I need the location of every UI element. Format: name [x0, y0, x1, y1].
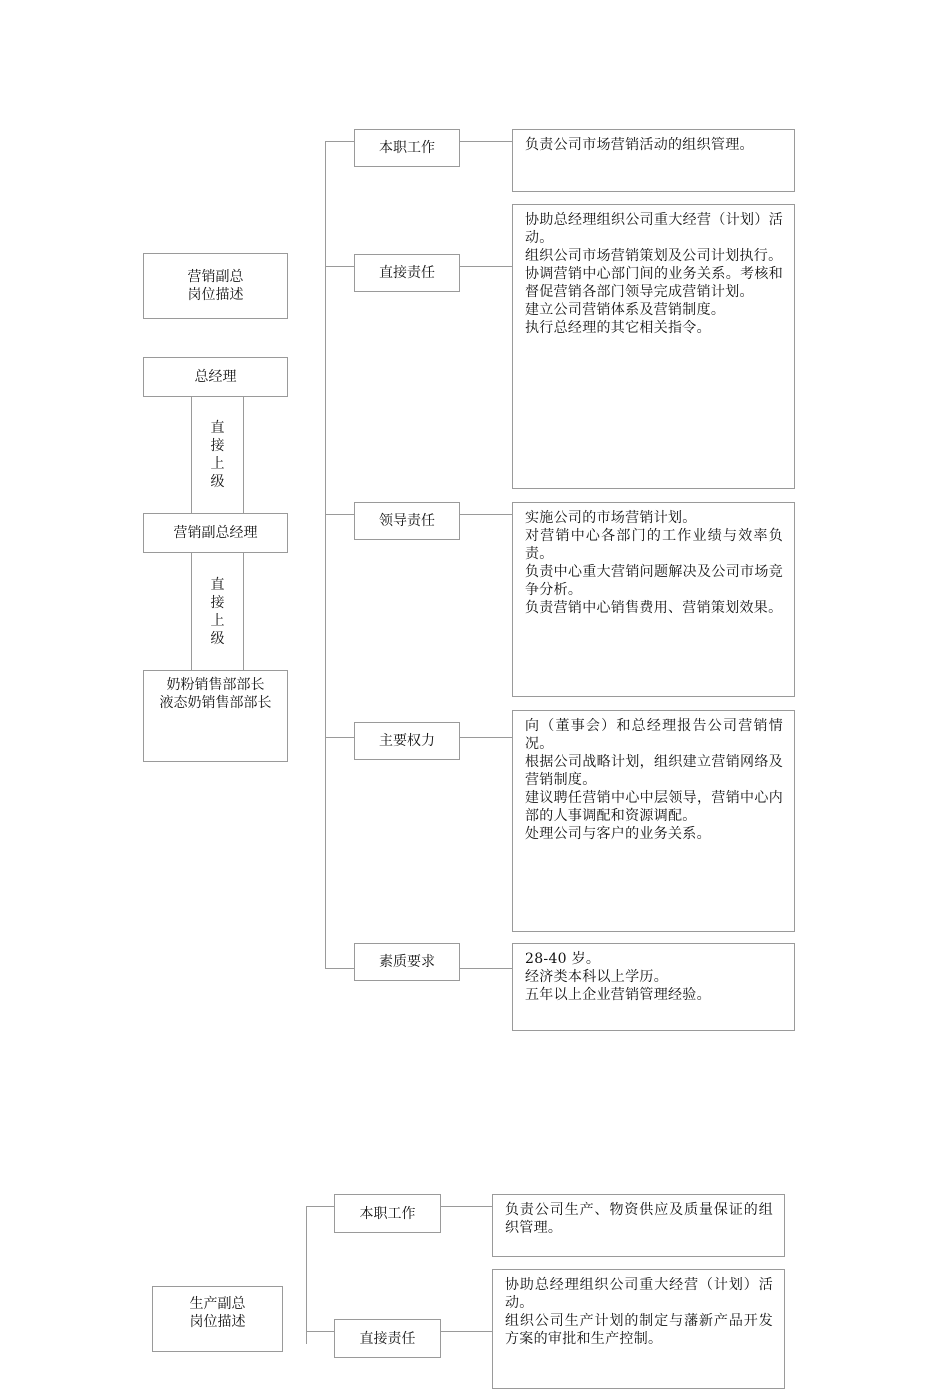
bracket-tick-5: [325, 968, 355, 969]
link-char: 直: [210, 576, 225, 593]
category-connector-2: [440, 1331, 493, 1332]
category-box-qualifications: [354, 943, 460, 981]
description-item: 处理公司与客户的业务关系。: [525, 826, 711, 842]
description-item: 建立公司营销体系及营销制度。: [525, 302, 726, 318]
chain-bottom-line-1: 奶粉销售部部长: [166, 677, 265, 693]
category-box-primary-duty: [334, 1194, 441, 1233]
job-description-title-box: [143, 253, 288, 319]
chain-bottom-line-2: 液态奶销售部部长: [159, 695, 272, 711]
category-box-leadership-responsibility: [354, 502, 460, 540]
category-label: 领导责任: [379, 513, 435, 529]
reporting-link-2: [191, 552, 244, 671]
link-char: 级: [210, 474, 225, 490]
bracket-vertical-line: [306, 1206, 307, 1344]
category-box-primary-duty: [354, 129, 460, 167]
description-item: 实施公司的市场营销计划。: [525, 510, 697, 526]
category-label: 直接责任: [359, 1330, 416, 1347]
description-item: 经济类本科以上学历。: [525, 969, 668, 985]
chain-top-label: 总经理: [194, 369, 237, 385]
link-char: 上: [210, 612, 225, 629]
title-line-2: 岗位描述: [187, 287, 244, 303]
category-connector-4: [459, 737, 513, 738]
description-item: 负责公司市场营销活动的组织管理。: [525, 137, 754, 153]
description-item: 向（董事会）和总经理报告公司营销情况。: [525, 718, 783, 752]
description-item: 负责中心重大营销问题解决及公司市场竞争分析。: [525, 564, 783, 598]
description-box-main-authority: [512, 710, 795, 932]
category-connector-3: [459, 514, 513, 515]
description-item: 协助总经理组织公司重大经营（计划）活动。: [505, 1277, 773, 1311]
category-box-direct-responsibility: [334, 1319, 441, 1358]
reporting-link-1: [191, 396, 244, 514]
chain-middle-box: [143, 513, 288, 553]
category-label: 本职工作: [359, 1205, 416, 1222]
description-item: 负责公司生产、物资供应及质量保证的组织管理。: [505, 1202, 773, 1236]
link-char: 级: [210, 630, 225, 647]
description-item: 28-40 岁。: [525, 951, 601, 967]
job-description-title-box: [152, 1286, 283, 1352]
bracket-tick-3: [325, 514, 355, 515]
chain-bottom-box: [143, 670, 288, 762]
description-item: 建议聘任营销中心中层领导，营销中心内部的人事调配和资源调配。: [525, 790, 783, 824]
title-line-1: 营销副总: [187, 269, 244, 285]
category-connector-5: [459, 968, 513, 969]
category-connector-1: [440, 1206, 493, 1207]
description-box-qualifications: [512, 943, 795, 1031]
description-item: 协助总经理组织公司重大经营（计划）活动。: [525, 212, 783, 246]
description-item: 执行总经理的其它相关指令。: [525, 320, 711, 336]
description-item: 五年以上企业营销管理经验。: [525, 987, 711, 1003]
link-char: 接: [210, 594, 225, 611]
title-line-1: 生产副总: [189, 1296, 246, 1312]
category-label: 直接责任: [379, 265, 435, 281]
description-item: 负责营销中心销售费用、营销策划效果。: [525, 600, 783, 616]
description-box-primary-duty: [512, 129, 795, 192]
description-box-leadership-responsibility: [512, 502, 795, 697]
link-char: 接: [210, 438, 225, 454]
bracket-tick-2: [306, 1331, 335, 1332]
bracket-tick-4: [325, 737, 355, 738]
description-item: 根据公司战略计划，组织建立营销网络及营销制度。: [525, 754, 783, 788]
description-box-primary-duty: [492, 1194, 785, 1257]
description-item: 组织公司生产计划的制定与藩新产品开发方案的审批和生产控制。: [505, 1313, 773, 1347]
description-item: 组织公司市场营销策划及公司计划执行。: [525, 248, 783, 264]
description-box-direct-responsibility: [512, 204, 795, 489]
category-connector-2: [459, 266, 513, 267]
bracket-tick-2: [325, 266, 355, 267]
link-char: 上: [210, 456, 225, 472]
category-box-main-authority: [354, 722, 460, 760]
description-item: 对营销中心各部门的工作业绩与效率负责。: [525, 528, 783, 562]
description-item: 协调营销中心部门间的业务关系。考核和督促营销各部门领导完成营销计划。: [525, 266, 783, 300]
category-label: 素质要求: [379, 954, 435, 970]
title-line-2: 岗位描述: [189, 1314, 246, 1330]
bracket-tick-1: [325, 141, 355, 142]
bracket-tick-1: [306, 1206, 335, 1207]
link-char: 直: [210, 420, 225, 436]
description-box-direct-responsibility: [492, 1269, 785, 1389]
category-label: 本职工作: [379, 140, 435, 156]
chain-top-box: [143, 357, 288, 397]
category-label: 主要权力: [379, 733, 435, 749]
chain-middle-label: 营销副总经理: [173, 525, 258, 541]
category-connector-1: [459, 141, 513, 142]
category-box-direct-responsibility: [354, 254, 460, 292]
